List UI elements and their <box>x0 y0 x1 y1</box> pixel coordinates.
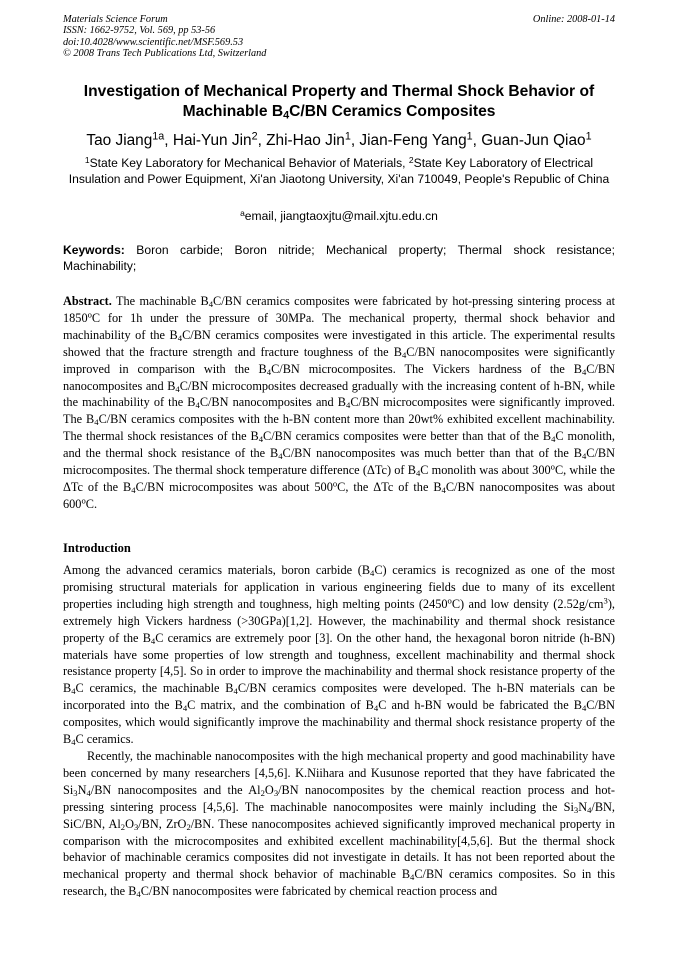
keywords-text: Boron carbide; Boron nitride; Mechanical property; Thermal shock resistance; Machinability; <box>63 243 615 273</box>
author: Zhi-Hao Jin$^1$, <box>266 130 360 149</box>
intro-paragraph-1: Among the advanced ceramics materials, boron carbide $(B_4C)$ ceramics is recognized as one of the most promising structural materials for application in various engineering fields due to many of its excellent properties including high strength and toughness, high melting points (2450$^o$C) and low density $(2.52g/cm^3)$, extremely high Vickers hardness (>30GPa)[1,2]. However, the machinability and thermal shock resistance property of the $B_4C$ ceramics are extremely poor [3]. On the other hand, the hexagonal boron nitride (h-BN) materials have some properties of low strength and toughness, excellent machinability and thermal shock resistance property [4,5]. So in order to improve the machinability and thermal shock resistance property of the $B_4C$ ceramics, the machinable $B_4C/BN$ ceramics composites were developed. The h-BN materials can be incorporated into the $B_4C$ matrix, and the combination of $B_4C$ and h-BN would be fabricated the $B_4C/BN$ composites, which would significantly improve the machinability and thermal shock resistance property of the $B_4C$ ceramics. <box>63 563 615 748</box>
title-line-1: Investigation of Mechanical Property and Thermal Shock Behavior of <box>83 83 595 100</box>
intro-paragraph-2: Recently, the machinable nanocomposites with the high mechanical property and good machinability have been concerned by many researchers [4,5,6]. K.Niihara and Kusunose reported that they have fabricated the $Si_3N_4/BN$ nanocomposites and the $Al_2O_3/BN$ nanocomposites by the chemical reaction process and hot-pressing sintering process [4,5,6]. The machinable nanocomposites were mainly including the $Si_3N_4/BN$, SiC/BN, $Al_2O_3/BN$, ZrO$_2$/BN. These nanocomposites achieved significantly improved mechanical property in comparison with the microcomposites and exhibited excellent machinability[4,5,6]. But the thermal shock behavior of machinable ceramics composites did not investigate in details. It has not been reported about the mechanical property and thermal shock behavior of machinable $B_4C/BN$ ceramics composites. So in this research, the $B_4C/BN$ nanocomposites were fabricated by chemical reaction process and <box>63 748 615 900</box>
title-line-2: Machinable $B_4C/BN$ Ceramics Composites <box>182 103 496 122</box>
email-link[interactable]: email, jiangtaoxjtu@mail.xjtu.edu.cn <box>244 209 438 223</box>
section-heading-introduction: Introduction <box>63 541 131 555</box>
journal-header <box>63 14 266 60</box>
online-date: Online: 2008-01-14 <box>532 14 615 25</box>
abstract: Abstract. The machinable $B_4C/BN$ ceramics composites were fabricated by hot-pressing sintering process at 1850$^o$C for 1h under the pressure of 30MPa. The mechanical property, thermal shock behavior and machinability of the $B_4C/BN$ ceramics composites were investigated in this article. The experimental results showed that the fracture strength and fracture toughness of the $B_4C/BN$ nanocomposites were significantly improved in comparison with the $B_4C/BN$ microcomposites. The Vickers hardness of the $B_4C/BN$ nanocomposites and $B_4C/BN$ microcomposites decreased gradually with the increasing content of h-BN, while the machinability of the $B_4C/BN$ nanocomposites and $B_4C/BN$ microcomposites were significantly improved. The $B_4C/BN$ ceramics composites with the h-BN content more than 20wt% exhibited excellent machinability. The thermal shock resistances of the $B_4C/BN$ ceramics composites were better than that of the $B_4C$ monolith, and the thermal shock resistance of the $B_4C/BN$ nanocomposites was much better than that of the $B_4C/BN$ microcomposites. The thermal shock temperature difference (ΔTc) of $B_4C$ monolith was about 300$^o$C, while the ΔTc of the $B_4C/BN$ microcomposites was about 500$^o$C, the ΔTc of the $B_4C/BN$ nanocomposites was about 600$^o$C. <box>63 294 616 511</box>
author: Tao Jiang$^{1a}$, <box>86 130 173 149</box>
copyright-line: © 2008 Trans Tech Publications Ltd, Switzerland <box>63 48 267 60</box>
author-email: $^a$email, jiangtaoxjtu@mail.xjtu.edu.cn <box>240 207 438 223</box>
abstract-label: Abstract. <box>63 294 112 308</box>
issn-line: ISSN: 1662-9752, Vol. 569, pp 53-56 <box>63 25 216 37</box>
introduction-body <box>63 562 615 900</box>
author: Guan-Jun Qiao$^1$ <box>481 130 592 149</box>
keywords <box>63 242 615 274</box>
author-list <box>63 132 615 150</box>
author: Jian-Feng Yang$^1$, <box>359 130 482 149</box>
keywords-label: Keywords: <box>63 243 125 257</box>
affiliations: $^1$State Key Laboratory for Mechanical Behavior of Materials, $^2$State Key Laboratory of Electrical Insulation and Power Equipment, Xi'an Jiaotong University, Xi'an 710049, People's Republic of China <box>68 154 610 187</box>
author: Hai-Yun Jin$^2$, <box>172 130 267 149</box>
journal-name: Materials Science Forum <box>63 14 168 25</box>
paper-title <box>63 82 615 122</box>
doi-link[interactable]: doi:10.4028/www.scientific.net/MSF.569.53 <box>63 36 244 48</box>
